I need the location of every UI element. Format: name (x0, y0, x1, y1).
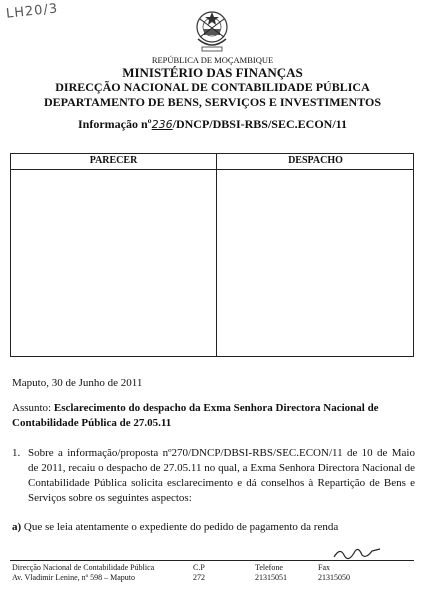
footer-phone-value: 21315051 (255, 573, 287, 582)
national-emblem-icon (192, 5, 232, 57)
paragraph-1 (12, 446, 415, 506)
paragraph-number: 1. (12, 447, 21, 459)
footer-fax-value: 21315050 (318, 573, 350, 582)
footer-phone-block (255, 563, 287, 583)
footer-fax-block (318, 563, 350, 583)
table-column-divider (216, 154, 217, 356)
parecer-header: PARECER (89, 155, 138, 166)
subject-line (12, 401, 416, 431)
footer-fax-label: Fax (318, 563, 330, 572)
info-handwritten-number: 236 (151, 118, 173, 131)
footer-phone-label: Telefone (255, 563, 283, 572)
footer-address: Av. Vladimir Lenine, nº 598 – Maputo (12, 573, 135, 582)
despacho-header: DESPACHO (288, 155, 343, 166)
handwritten-mark: LH20/3 (5, 1, 59, 22)
subject-text: Esclarecimento do despacho da Exma Senhora Directora Nacional de Contabilidade Pública de 27.05.11 (12, 402, 379, 429)
information-reference (0, 117, 425, 132)
footer-divider (10, 560, 414, 561)
republic-name: REPÚBLICA DE MOÇAMBIQUE (151, 55, 274, 65)
info-suffix: /DNCP/DBSI-RBS/SEC.ECON/11 (172, 117, 347, 131)
ministry-name: MINISTÉRIO DAS FINANÇAS (122, 65, 303, 80)
document-date: Maputo, 30 de Junho de 2011 (12, 377, 143, 389)
parecer-despacho-table (10, 153, 414, 357)
footer-cp-block (193, 563, 205, 583)
subject-label: Assunto: (12, 402, 54, 414)
info-prefix: Informação nº (78, 117, 152, 131)
item-a (12, 520, 415, 535)
table-header-divider (11, 169, 413, 170)
footer-cp-value: 272 (193, 573, 205, 582)
item-text: Que se leia atentamente o expediente do pedido de pagamento da renda (21, 521, 339, 533)
footer-org: Direcção Nacional de Contabilidade Pública (12, 563, 155, 572)
footer-cp-label: C.P (193, 563, 205, 572)
directorate-name: DIRECÇÃO NACIONAL DE CONTABILIDADE PÚBLICA (55, 80, 370, 94)
footer-address-block (12, 563, 154, 583)
paragraph-text: Sobre a informação/proposta nº270/DNCP/DBSI-RBS/SEC.ECON/11 de 10 de Maio de 2011, recaiu o despacho de 27.05.11 no qual, a Exma Senhora Directora Nacional de Contabilidade Pública solicita esclarecimento e dá conselhos à Repartição de Bens e Serviços sobre os seguintes aspectos: (28, 447, 415, 504)
department-name: DEPARTAMENTO DE BENS, SERVIÇOS E INVESTIMENTOS (43, 95, 381, 109)
item-letter: a) (12, 521, 22, 533)
